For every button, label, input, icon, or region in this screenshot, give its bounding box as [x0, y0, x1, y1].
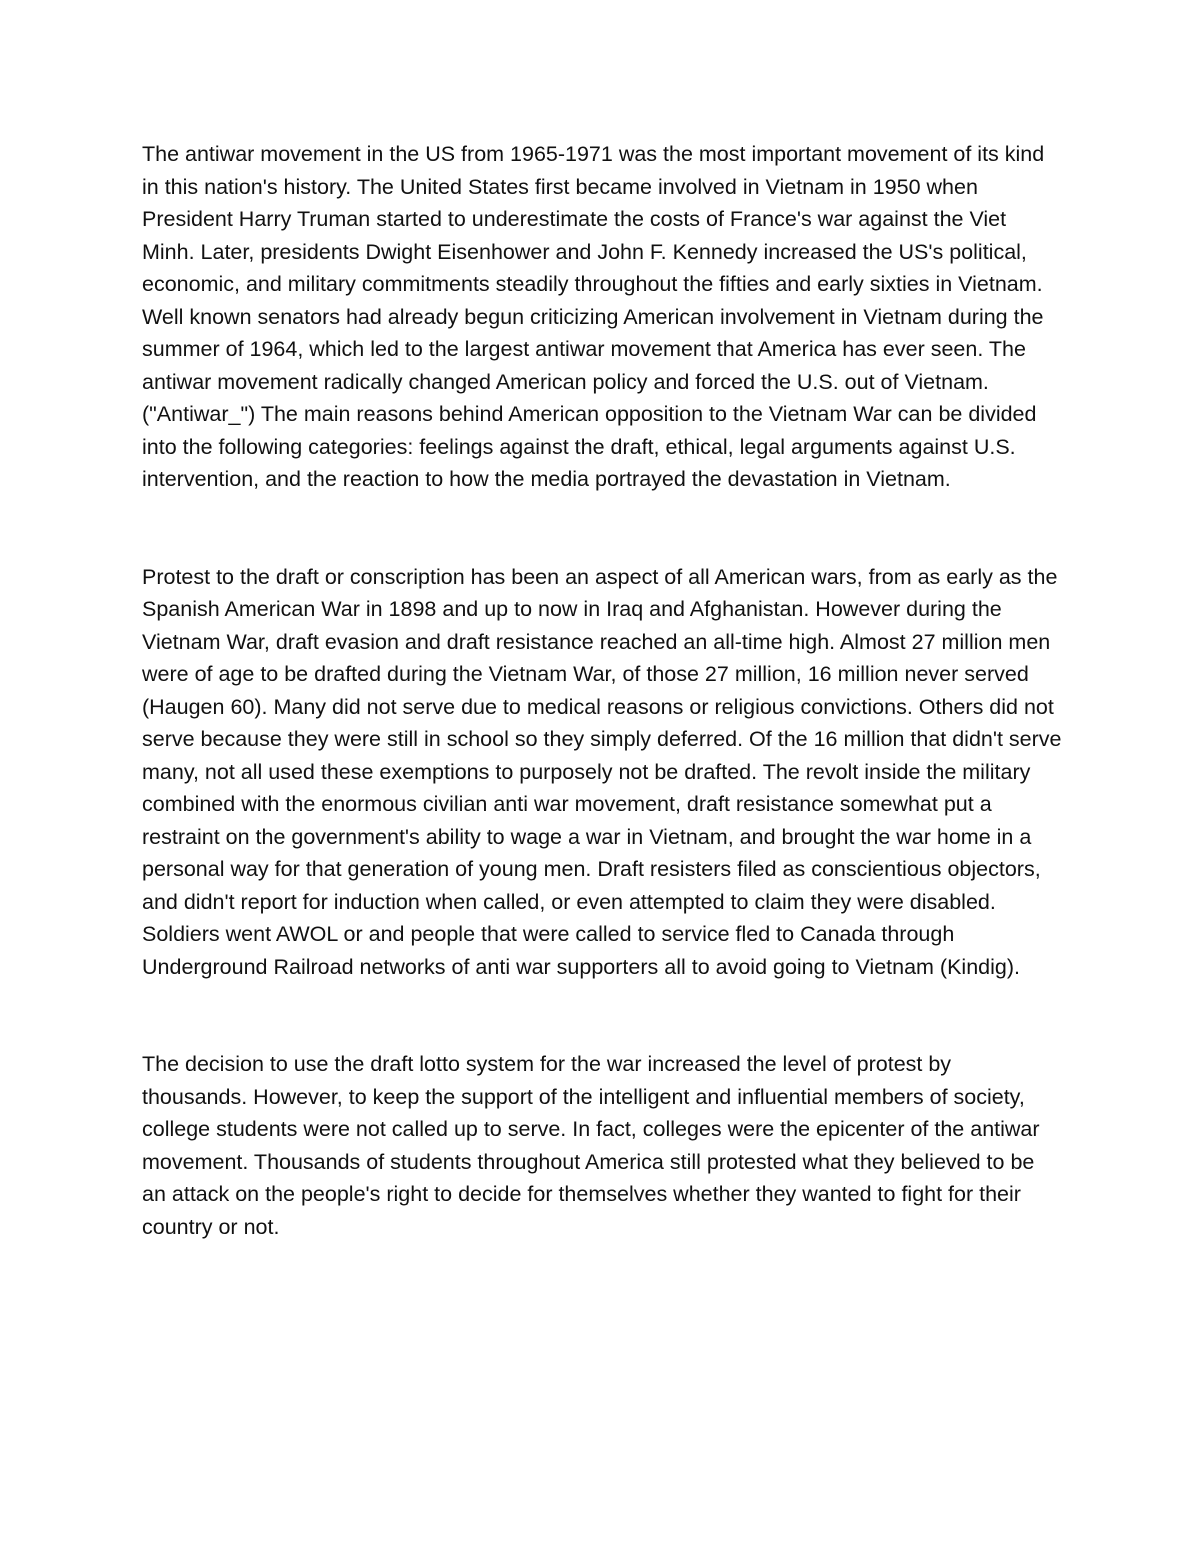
- paragraph-intro: The antiwar movement in the US from 1965-1971 was the most important movement of its kind in this nation's history. The United States first became involved in Vietnam in 1950 when President Harry Truman started to underestimate the costs of France's war against the Viet Minh. Later, presidents Dwight Eisenhower and John F. Kennedy increased the US's political, economic, and military commitments steadily throughout the fifties and early sixties in Vietnam. Well known senators had already begun criticizing American involvement in Vietnam during the summer of 1964, which led to the largest antiwar movement that America has ever seen. The antiwar movement radically changed American policy and forced the U.S. out of Vietnam. ("Antiwar_") The main reasons behind American opposition to the Vietnam War can be divided into the following categories: feelings against the draft, ethical, legal arguments against U.S. intervention, and the reaction to how the media portrayed the devastation in Vietnam.: [142, 142, 1045, 491]
- paragraph-draft-protest: Protest to the draft or conscription has been an aspect of all American wars, from as early as the Spanish American War in 1898 and up to now in Iraq and Afghanistan. However during the Vietnam War, draft evasion and draft resistance reached an all-time high. Almost 27 million men were of age to be drafted during the Vietnam War, of those 27 million, 16 million never served (Haugen 60). Many did not serve due to medical reasons or religious convictions. Others did not serve because they were still in school so they simply deferred. Of the 16 million that didn't serve many, not all used these exemptions to purposely not be drafted. The revolt inside the military combined with the enormous civilian anti war movement, draft resistance somewhat put a restraint on the government's ability to wage a war in Vietnam, and brought the war home in a personal way for that generation of young men. Draft resisters filed as conscientious objectors, and didn't report for induction when called, or even attempted to claim they were disabled. Soldiers went AWOL or and people that were called to service fled to Canada through Underground Railroad networks of anti war supporters all to avoid going to Vietnam (Kindig).: [142, 564, 1062, 979]
- document-body: [142, 138, 1062, 1243]
- paragraph-draft-lotto: The decision to use the draft lotto system for the war increased the level of protest by thousands. However, to keep the support of the intelligent and influential members of society, college students were not called up to serve. In fact, colleges were the epicenter of the antiwar movement. Thousands of students throughout America still protested what they believed to be an attack on the people's right to decide for themselves whether they wanted to fight for their country or not.: [142, 1052, 1040, 1239]
